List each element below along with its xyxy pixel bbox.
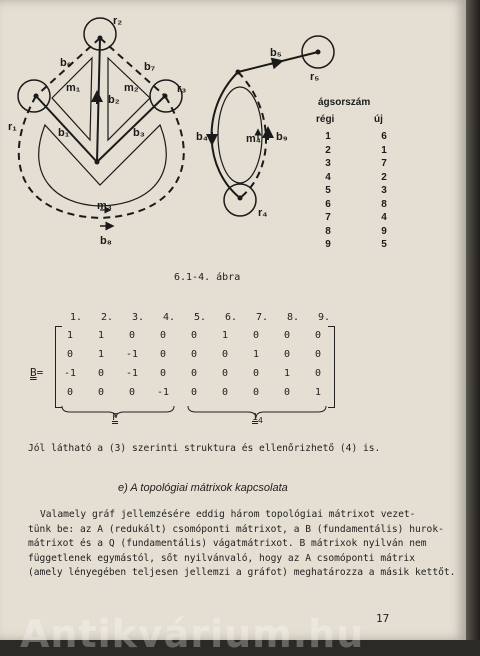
- matrix-cell: 0: [314, 368, 322, 379]
- page-number: 17: [376, 612, 390, 625]
- matrix-cell: 0: [97, 368, 105, 379]
- matrix-cell: 1: [97, 330, 105, 341]
- matrix-cell: 1: [314, 387, 322, 398]
- paragraph-line: (amely lényegében teljesen jellemzi a gráfot) meghatározza a másik kettőt.: [28, 567, 456, 578]
- table-cell-old: 1: [325, 131, 331, 142]
- matrix-cell: -1: [156, 387, 170, 398]
- matrix-cell: 0: [252, 387, 260, 398]
- matrix-column-number: 6.: [225, 312, 238, 323]
- matrix-cell: 0: [159, 349, 167, 360]
- label-m2: m₂: [124, 82, 139, 94]
- matrix-cell: 0: [283, 349, 291, 360]
- label-b2: b₂: [108, 94, 120, 106]
- matrix-cell: 1: [97, 349, 105, 360]
- label-r1: r₁: [8, 121, 17, 133]
- matrix-cell: 1: [66, 330, 74, 341]
- matrix-cell: 0: [190, 368, 198, 379]
- table-cell-old: 9: [325, 239, 331, 250]
- matrix-cell: 0: [159, 330, 167, 341]
- label-r3: r₃: [177, 83, 187, 95]
- label-r2: r₂: [113, 15, 123, 27]
- matrix-cell: -1: [125, 368, 139, 379]
- label-m1: m₁: [66, 82, 81, 94]
- label-b3: b₃: [133, 127, 145, 139]
- table-cell-old: 2: [325, 144, 331, 156]
- label-b7: b₇: [144, 61, 156, 73]
- label-b4: b₄: [196, 131, 208, 143]
- matrix-column-number: 8.: [287, 312, 300, 323]
- matrix-cell: 0: [314, 349, 322, 360]
- matrix-name: B=: [30, 366, 44, 379]
- label-b9: b₉: [276, 131, 288, 143]
- matrix-cell: 1: [283, 368, 291, 379]
- matrix-column-number: 9.: [318, 312, 331, 323]
- label-r5: r₅: [310, 71, 320, 83]
- table-cell-old: 5: [325, 185, 331, 196]
- matrix-column-number: 4.: [163, 312, 176, 323]
- matrix-cell: 0: [221, 368, 229, 379]
- table-cell-old: 3: [325, 158, 331, 169]
- table-cell-new: 6: [381, 131, 387, 142]
- book-spine-edge: [466, 0, 480, 640]
- matrix-cell: 0: [221, 349, 229, 360]
- graph-figure: [0, 0, 466, 270]
- paragraph-line: Valamely gráf jellemzésére eddig három topológiai mátrixot vezet-: [40, 509, 416, 520]
- paragraph-line: függetlenek egymástól, sőt nyilvánvaló, hogy az A csomóponti mátrix: [28, 552, 415, 564]
- matrix-cell: -1: [125, 349, 139, 360]
- label-b5: b₅: [270, 47, 282, 59]
- paragraph-line: tünk be: az A (redukált) csomóponti mátrixot, a B (fundamentális) hurok-: [28, 523, 444, 535]
- matrix-column-number: 5.: [194, 312, 207, 323]
- matrix-cell: 0: [128, 330, 136, 341]
- matrix-b: [55, 326, 335, 408]
- paragraph-line: mátrixot és a Q (fundamentális) vágatmátrixot. B mátrixok nyilván nem: [28, 538, 427, 549]
- table-cell-new: 5: [381, 239, 387, 250]
- label-r4: r₄: [258, 207, 268, 219]
- matrix-cell: 0: [128, 387, 136, 398]
- table-cell-new: 4: [381, 212, 387, 223]
- table-cell-old: 7: [325, 212, 331, 223]
- matrix-cell: 0: [190, 349, 198, 360]
- matrix-cell: 1: [221, 330, 229, 341]
- label-m4: m₄: [246, 133, 262, 145]
- matrix-cell: 0: [97, 387, 105, 398]
- brace-label-identity: $1_4$: [252, 412, 263, 425]
- matrix-cell: 0: [314, 330, 322, 341]
- matrix-cell: 0: [283, 387, 291, 398]
- matrix-cell: -1: [63, 368, 77, 379]
- table-cell-new: 8: [381, 198, 387, 210]
- label-b1: b₁: [58, 127, 70, 139]
- matrix-column-number: 3.: [132, 312, 145, 323]
- figure-caption: 6.1-4. ábra: [174, 272, 241, 283]
- matrix-column-number: 1.: [70, 312, 83, 323]
- watermark: Antikvárium.hu: [20, 612, 365, 656]
- matrix-cell: 0: [66, 387, 74, 398]
- matrix-column-number: 7.: [256, 312, 269, 323]
- matrix-cell: 0: [252, 330, 260, 341]
- matrix-cell: 0: [283, 330, 291, 341]
- section-heading: e) A topológiai mátrixok kapcsolata: [118, 482, 288, 494]
- table-cell-new: 9: [381, 225, 387, 237]
- col-old-header: régi: [316, 114, 335, 125]
- matrix-bracket-right: [328, 326, 335, 408]
- table-cell-old: 8: [325, 225, 331, 237]
- matrix-cell: 0: [159, 368, 167, 379]
- matrix-cell: 0: [190, 387, 198, 398]
- table-title: ágsorszám: [318, 97, 371, 108]
- matrix-cell: 0: [252, 368, 260, 379]
- matrix-column-numbers: [64, 312, 334, 326]
- table-cell-new: 1: [381, 144, 387, 156]
- branch-b4: [212, 72, 240, 198]
- label-b6: b₆: [60, 57, 72, 69]
- matrix-braces: [0, 404, 466, 434]
- matrix-cell: 1: [252, 349, 260, 360]
- table-cell-new: 7: [381, 158, 387, 169]
- table-cell-old: 4: [325, 171, 331, 183]
- table-cell-new: 3: [381, 185, 387, 196]
- label-m3: m₃: [97, 200, 112, 212]
- matrix-column-number: 2.: [101, 312, 114, 323]
- table-cell-new: 2: [381, 171, 387, 183]
- matrix-cell: 0: [66, 349, 74, 360]
- col-new-header: új: [374, 114, 383, 125]
- matrix-cell: 0: [190, 330, 198, 341]
- matrix-cell: 0: [221, 387, 229, 398]
- table-cell-old: 6: [325, 198, 331, 210]
- text-line-struktura: Jól látható a (3) szerinti struktura és ellenőrizhető (4) is.: [28, 443, 381, 454]
- brace-label-f: F: [112, 412, 119, 423]
- label-b8: b₈: [100, 235, 112, 247]
